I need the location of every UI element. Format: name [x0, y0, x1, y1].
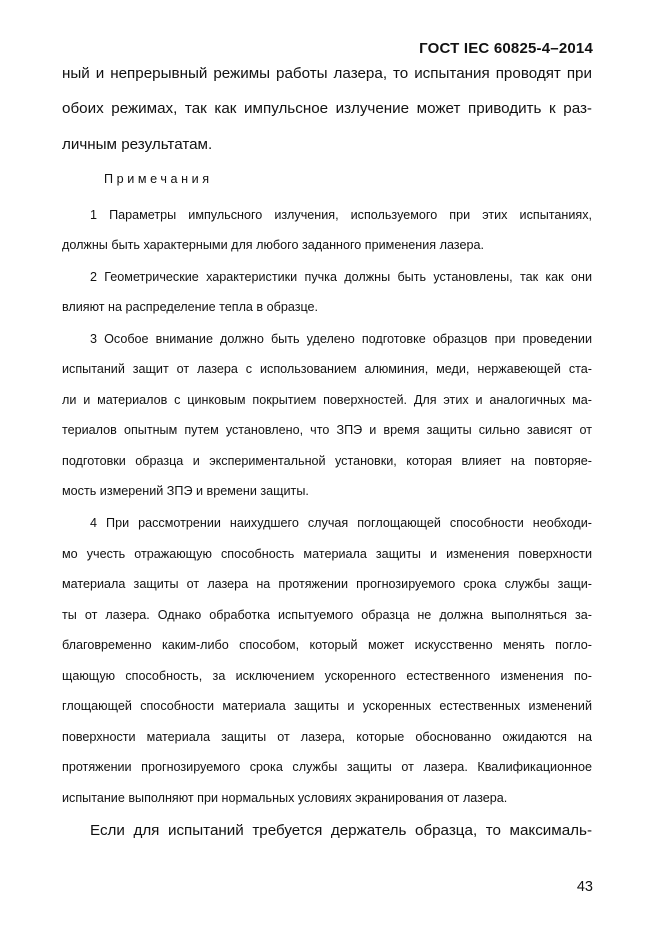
note-line: ты от лазера. Однако обработка испытуемого образца не должна выполняться за- [62, 608, 592, 622]
page-number: 43 [576, 879, 593, 895]
note-line: должны быть характерными для любого заданного применения лазера. [62, 238, 484, 252]
body-line: Если для испытаний требуется держатель образца, то максималь- [90, 822, 592, 839]
note-line: влияют на распределение тепла в образце. [62, 300, 319, 314]
note-line: щающую способность, за исключением ускоренного естественного изменения по- [62, 669, 592, 683]
note-line: мость измерений ЗПЭ и времени защиты. [62, 484, 309, 498]
note-line: 4 При рассмотрении наихудшего случая поглощающей способности необходи- [90, 516, 592, 530]
note-line: мо учесть отражающую способность материала защиты и изменения поверхности [62, 547, 592, 561]
body-line: личным результатам. [62, 136, 213, 153]
note-line: материала защиты от лазера на протяжении прогнозируемого срока службы защи- [62, 577, 592, 591]
note-line: глощающей способности материала защиты и ускоренных естественных изменений [62, 699, 592, 713]
note-line: поверхности материала защиты от лазера, которые обоснованно ожидаются на [62, 730, 592, 744]
note-line: ли и материалов с цинковым покрытием поверхностей. Для этих и аналогичных ма- [62, 393, 592, 407]
note-line: испытаний защит от лазера с использованием алюминия, меди, нержавеющей ста- [62, 362, 592, 376]
note-line: благовременно каким-либо способом, который может искусственно менять погло- [62, 638, 592, 652]
note-line: 3 Особое внимание должно быть уделено подготовке образцов при проведении [90, 332, 592, 346]
body-line: ный и непрерывный режимы работы лазера, то испытания проводят при [62, 65, 592, 82]
body-line: обоих режимах, так как импульсное излучение может приводить к раз- [62, 100, 592, 117]
note-line: подготовки образца и экспериментальной установки, которая влияет на повторяе- [62, 454, 592, 468]
note-line: териалов опытным путем установлено, что ЗПЭ и время защиты сильно зависят от [62, 423, 592, 437]
note-line: 1 Параметры импульсного излучения, используемого при этих испытаниях, [90, 208, 592, 222]
note-line: испытание выполняют при нормальных условиях экранирования от лазера. [62, 791, 508, 805]
document-header: ГОСТ IEC 60825-4–2014 [419, 40, 593, 57]
note-line: 2 Геометрические характеристики пучка должны быть установлены, так как они [90, 270, 592, 284]
notes-title: Примечания [104, 172, 213, 186]
note-line: протяжении прогнозируемого срока службы защиты от лазера. Квалификационное [62, 760, 592, 774]
